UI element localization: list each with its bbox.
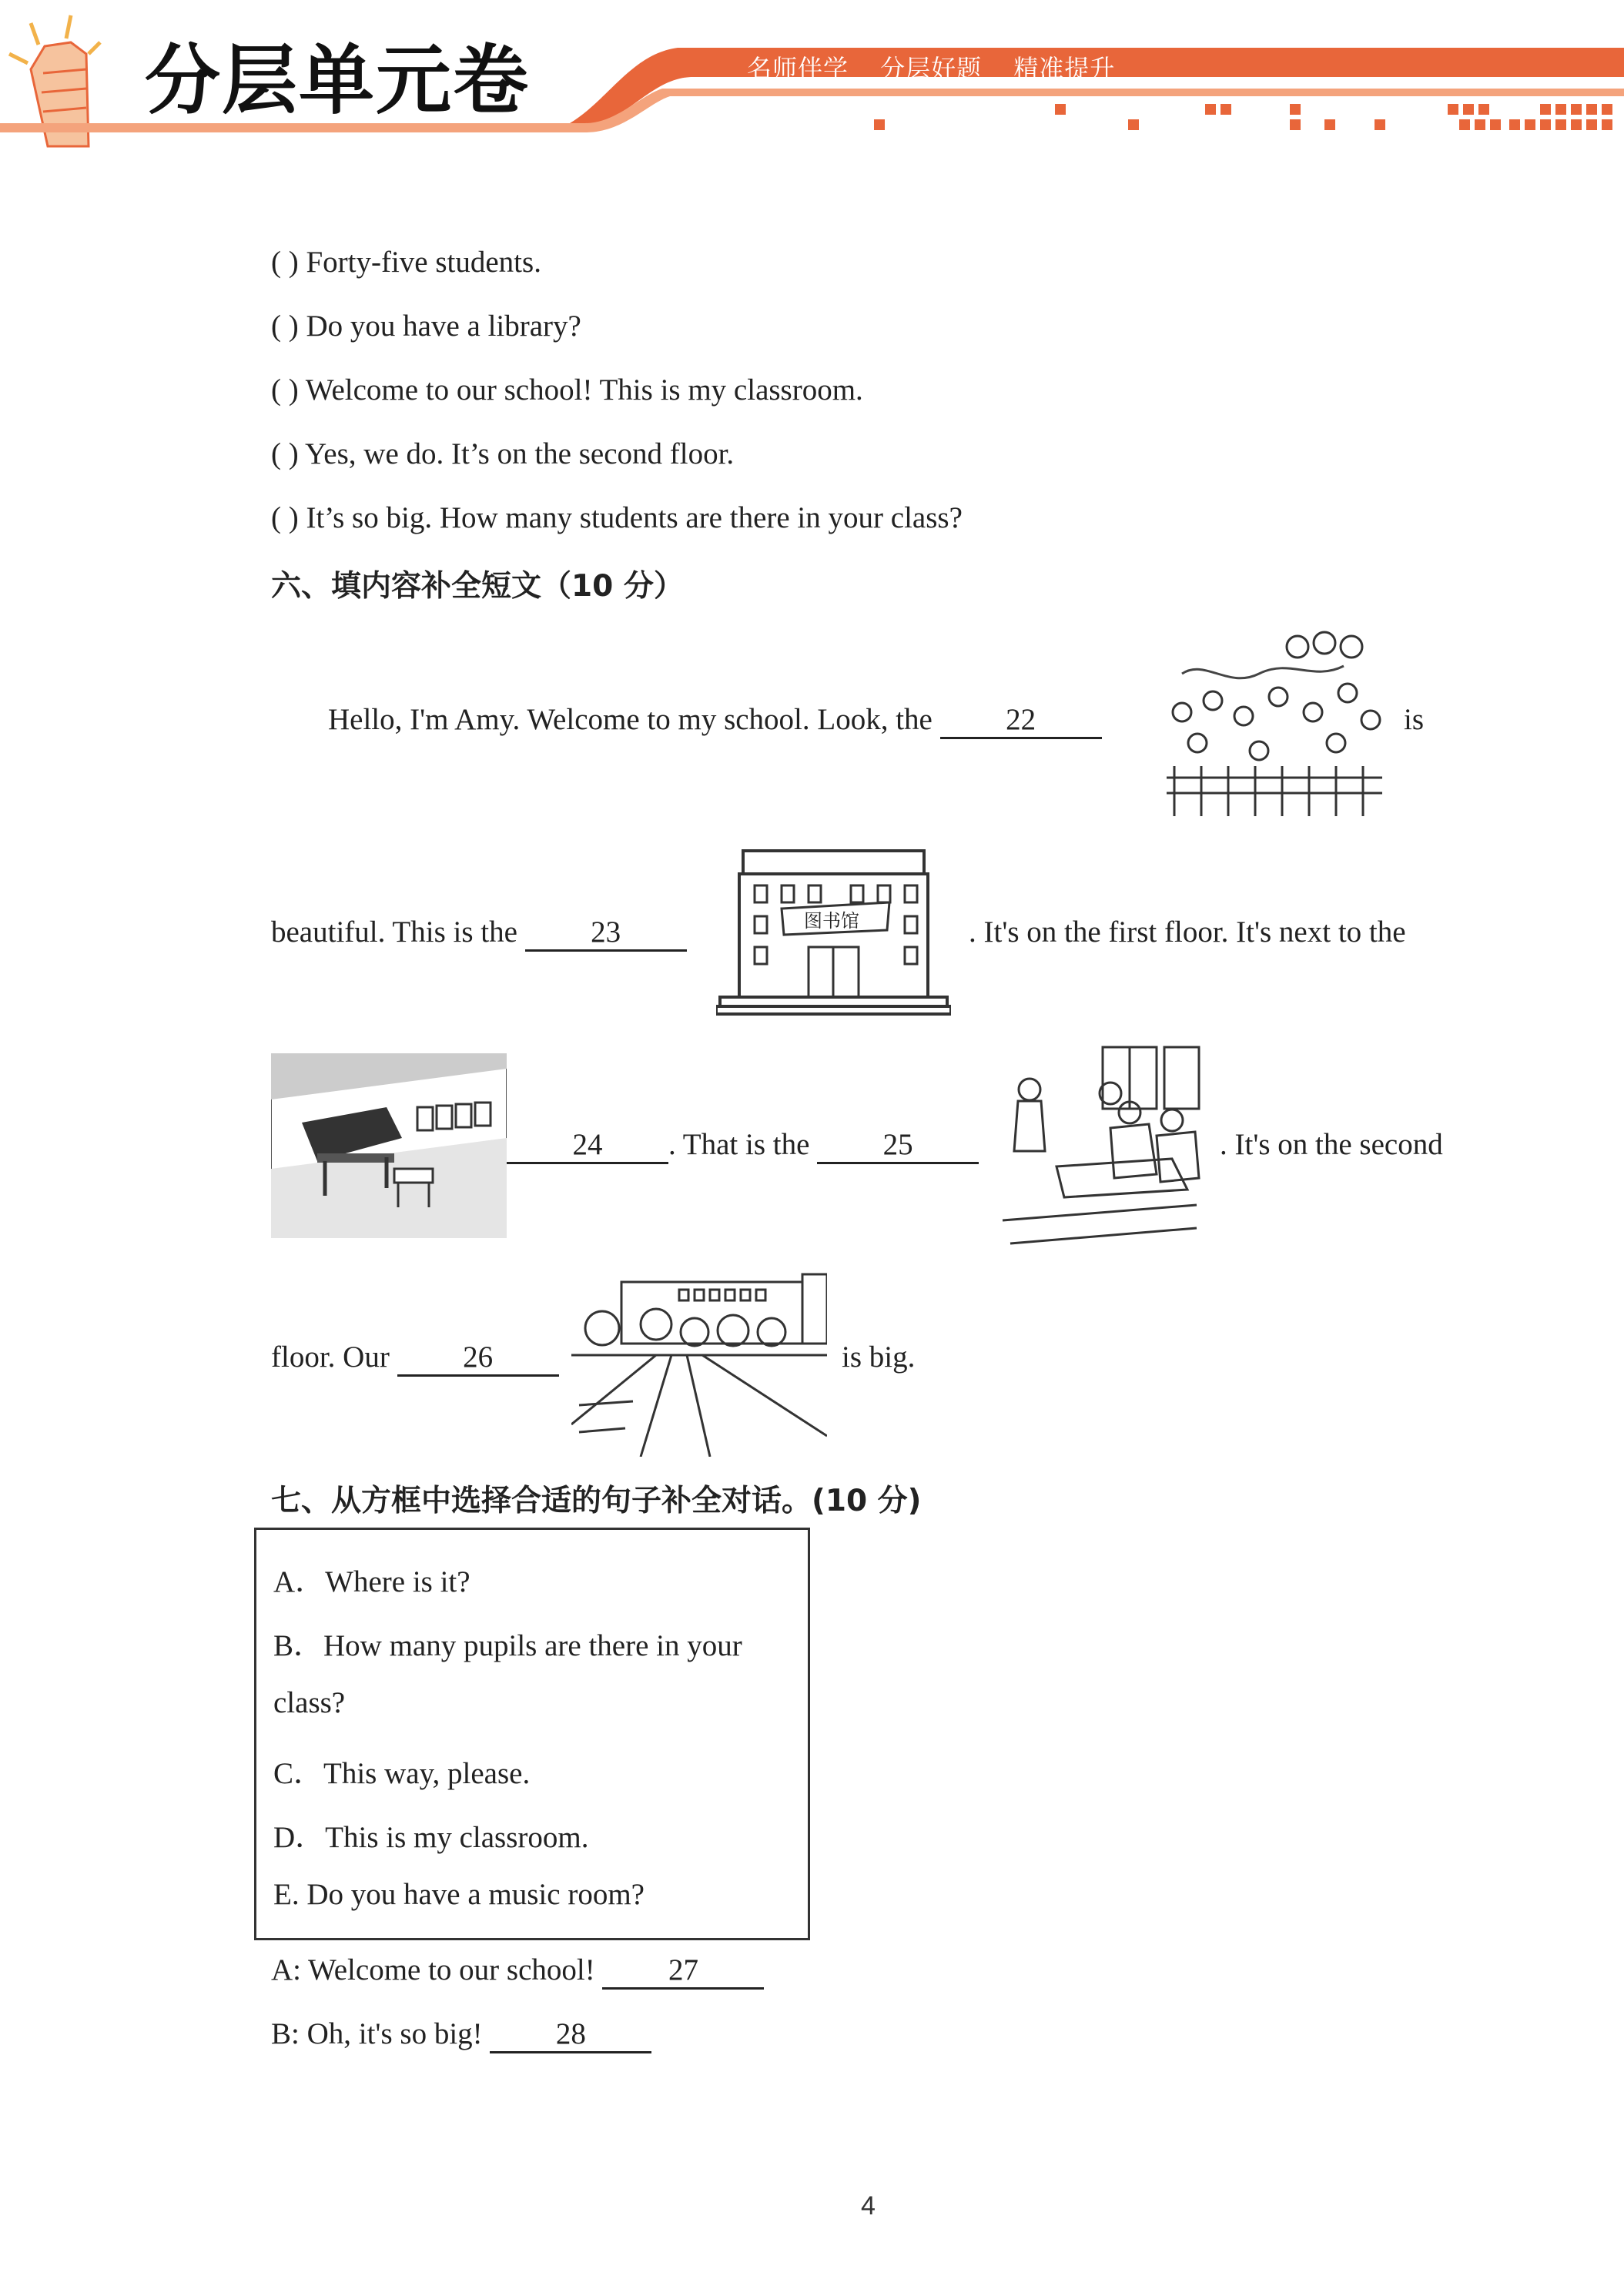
option-d: D．This is my classroom.	[273, 1821, 589, 1854]
section-7-heading: 七、从方框中选择合适的句子补全对话。(10 分)	[271, 1484, 922, 1518]
blank-27[interactable]: 27	[602, 1954, 764, 1990]
passage-text-is: is	[1404, 703, 1425, 736]
page-number: 4	[861, 2191, 876, 2221]
dialogue-line-1	[271, 1953, 764, 1990]
section-6-heading: 六、填内容补全短文（10 分）	[271, 569, 684, 604]
dialogue-line-2	[271, 2017, 651, 2053]
series-tagline: 名师伴学 分层好题 精准提升	[747, 54, 1116, 83]
blank-22[interactable]: 22	[940, 704, 1102, 739]
classroom-picture	[995, 1043, 1204, 1250]
passage-line-2	[271, 915, 687, 952]
passage-text-is-big: is big.	[842, 1340, 916, 1374]
passage-text: . That is the	[668, 1128, 810, 1161]
passage-text: floor. Our	[271, 1340, 390, 1374]
option-b-continued: class?	[273, 1686, 346, 1719]
passage-line-3	[507, 1127, 979, 1164]
school-playground-picture	[571, 1270, 827, 1457]
passage-line-1	[328, 702, 1102, 739]
ordering-item-2: ( ) Do you have a library?	[271, 310, 581, 343]
passage-text: beautiful. This is the	[271, 915, 517, 949]
blank-25[interactable]: 25	[817, 1129, 979, 1164]
ordering-item-1: ( ) Forty-five students.	[271, 246, 541, 279]
blank-26[interactable]: 26	[397, 1341, 559, 1377]
ordering-item-3: ( ) Welcome to our school! This is my classroom.	[271, 373, 863, 407]
option-a: A．Where is it?	[273, 1565, 470, 1598]
blank-23[interactable]: 23	[525, 916, 687, 952]
dialogue-text: A: Welcome to our school!	[271, 1953, 595, 1986]
dialogue-text: B: Oh, it's so big!	[271, 2017, 483, 2050]
ordering-item-4: ( ) Yes, we do. It’s on the second floor.	[271, 437, 735, 470]
library-building-picture	[716, 847, 951, 1016]
passage-text-second: . It's on the second	[1220, 1128, 1443, 1161]
blank-28[interactable]: 28	[490, 2018, 651, 2053]
options-box	[254, 1528, 810, 1940]
series-title: 分层单元卷	[145, 37, 531, 125]
option-e: E. Do you have a music room?	[273, 1878, 645, 1911]
page-header	[0, 0, 1624, 154]
ordering-item-5: ( ) It’s so big. How many students are there in your class?	[271, 501, 963, 534]
passage-text: Hello, I'm Amy. Welcome to my school. Look, the	[328, 703, 933, 736]
option-b: B．How many pupils are there in your	[273, 1629, 742, 1662]
music-room-picture	[271, 1053, 507, 1238]
garden-picture	[1159, 628, 1388, 816]
option-c: C．This way, please.	[273, 1757, 531, 1790]
blank-24[interactable]: 24	[507, 1129, 668, 1164]
passage-text-first-floor: . It's on the first floor. It's next to the	[969, 915, 1406, 949]
passage-line-4	[271, 1340, 559, 1377]
library-sign: 图书馆	[804, 910, 859, 932]
